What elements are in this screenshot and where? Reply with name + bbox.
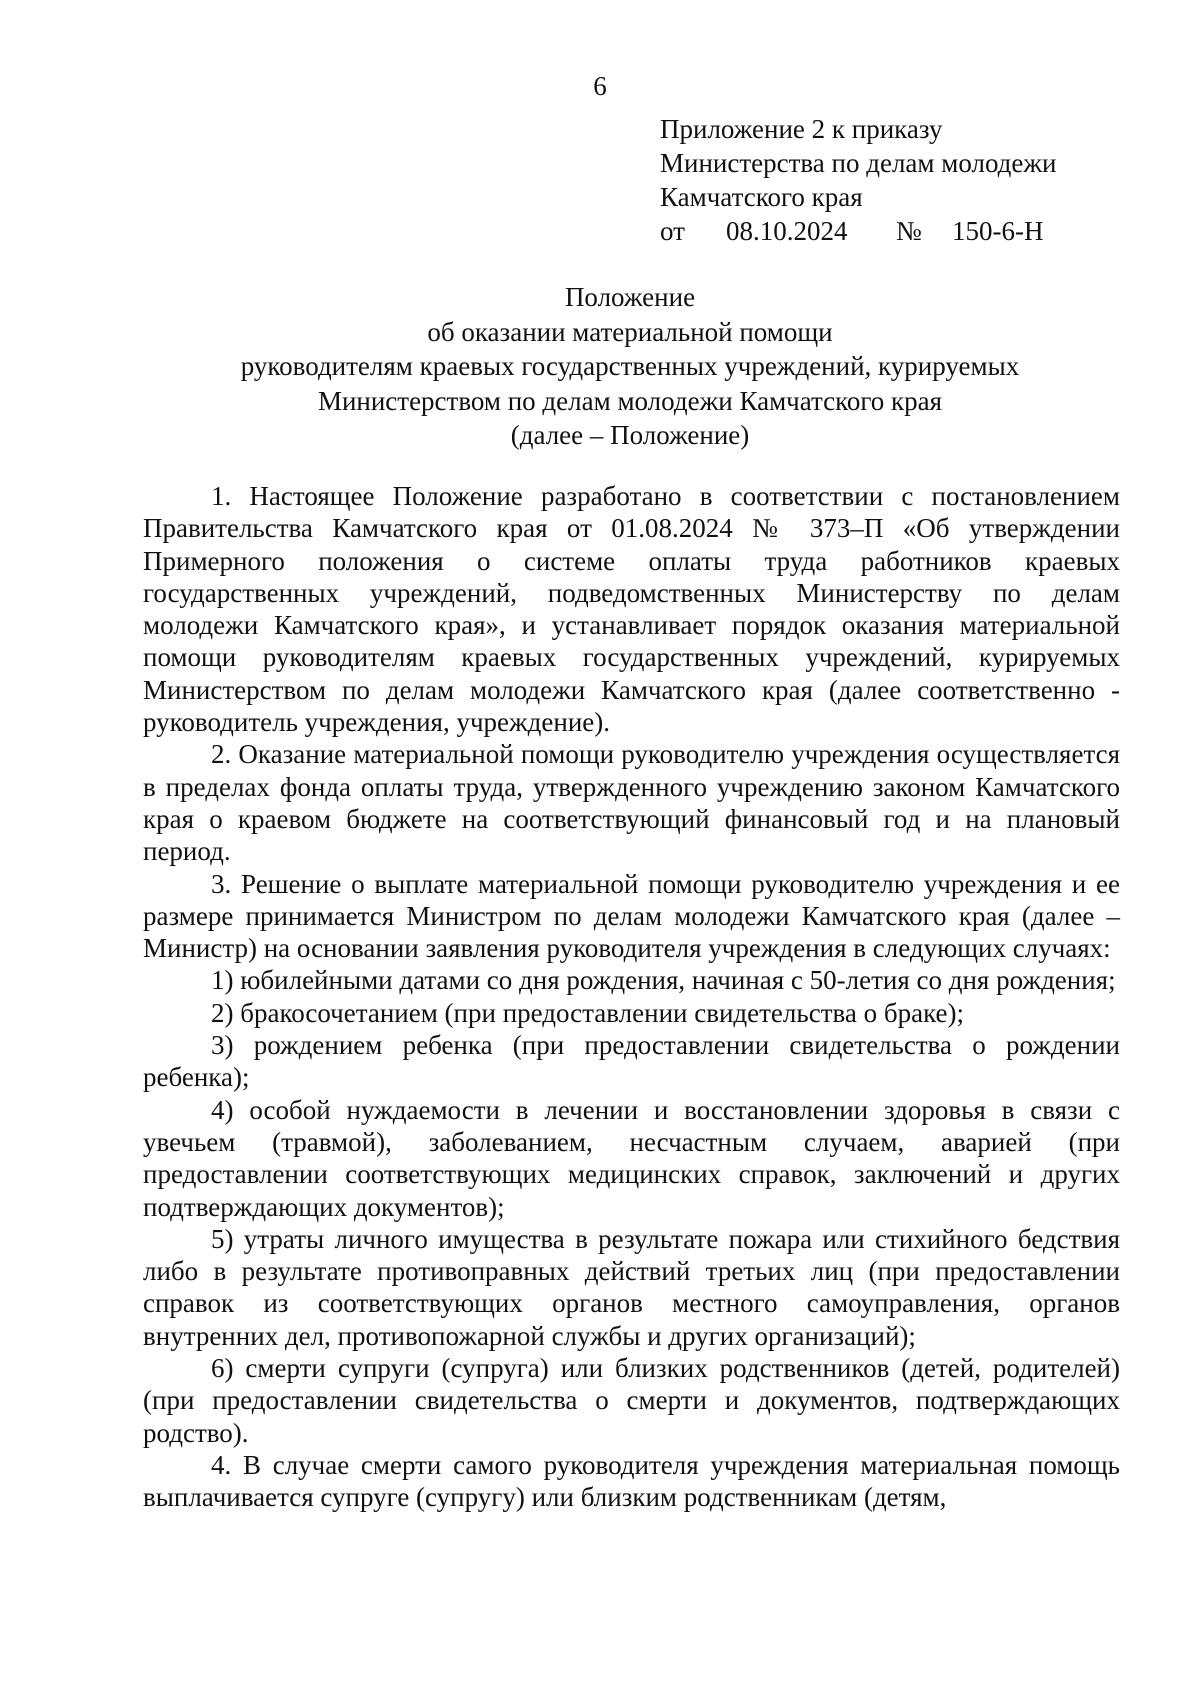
order-number-sign: №: [896, 216, 922, 246]
list-item-5: 5) утраты личного имущества в результате пожара или стихийного бедствия либо в результате противоправных действий третьих лиц (при предоставлении справок из соответствующих органов местного самоуправления, органов внутренних дел, противопожарной службы и других организаций);: [143, 1223, 1120, 1351]
paragraph-1: 1. Настоящее Положение разработано в соответствии с постановлением Правительства Камчатского края от 01.08.2024 № 373–П «Об утверждении Примерного положения о системе оплаты труда работников краевых государственных учреждений, подведомственных Министерству по делам молодежи Камчатского края», и устанавливает порядок оказания материальной помощи руководителям краевых государственных учреждений, курируемых Министерством по делам молодежи Камчатского края (далее соответственно - руководитель учреждения, учреждение).: [143, 481, 1120, 738]
title-line-3: руководителям краевых государственных учреждений, курируемых: [240, 351, 1020, 381]
title-line-4: Министерством по делам молодежи Камчатского края: [317, 385, 943, 416]
document-body: [143, 480, 1120, 1514]
order-details: [660, 214, 1140, 248]
list-item-2: 2) бракосочетанием (при предоставлении свидетельства о браке);: [211, 997, 965, 1028]
paragraph-2: 2. Оказание материальной помощи руководителю учреждения осуществляется в пределах фонда оплаты труда, утвержденного учреждению законом Камчатского края о краевом бюджете на соответствующий финансовый год и на плановый период.: [143, 739, 1120, 867]
order-number: 150-6-Н: [952, 216, 1044, 246]
title-line-5: (далее – Положение): [510, 420, 750, 450]
appendix-header: [660, 112, 1140, 248]
appendix-line-3: Камчатского края: [660, 182, 863, 212]
paragraph-4: 4. В случае смерти самого руководителя учреждения материальная помощь выплачивается супруге (супругу) или близким родственникам (детям,: [143, 1449, 1120, 1513]
list-item-1: 1) юбилейными датами со дня рождения, начиная с 50-летия со дня рождения;: [211, 965, 1116, 996]
list-item-6: 6) смерти супруги (супруга) или близких родственников (детей, родителей) (при предоставлении свидетельства о смерти и документов, подтверждающих родство).: [143, 1353, 1120, 1448]
appendix-line-2: Министерства по делам молодежи: [660, 148, 1057, 178]
order-date-label: от: [660, 216, 685, 246]
document-title: [130, 280, 1130, 453]
title-line-1: Положение: [564, 282, 696, 312]
title-line-2: об оказании материальной помощи: [427, 316, 833, 347]
order-date: 08.10.2024: [726, 216, 848, 246]
list-item-3: 3) рождением ребенка (при предоставлении свидетельства о рождении ребенка);: [143, 1030, 1120, 1093]
list-item-4: 4) особой нуждаемости в лечении и восстановлении здоровья в связи с увечьем (травмой), заболеванием, несчастным случаем, аварией (при предоставлении соответствующих медицинских справок, заключений и других подтверждающих документов);: [143, 1094, 1120, 1222]
page-number: 6: [593, 71, 607, 101]
paragraph-3: 3. Решение о выплате материальной помощи руководителю учреждения и ее размере принимается Министром по делам молодежи Камчатского края (далее – Министр) на основании заявления руководителя учреждения в следующих случаях:: [143, 868, 1120, 964]
appendix-line-1: Приложение 2 к приказу: [660, 114, 943, 144]
